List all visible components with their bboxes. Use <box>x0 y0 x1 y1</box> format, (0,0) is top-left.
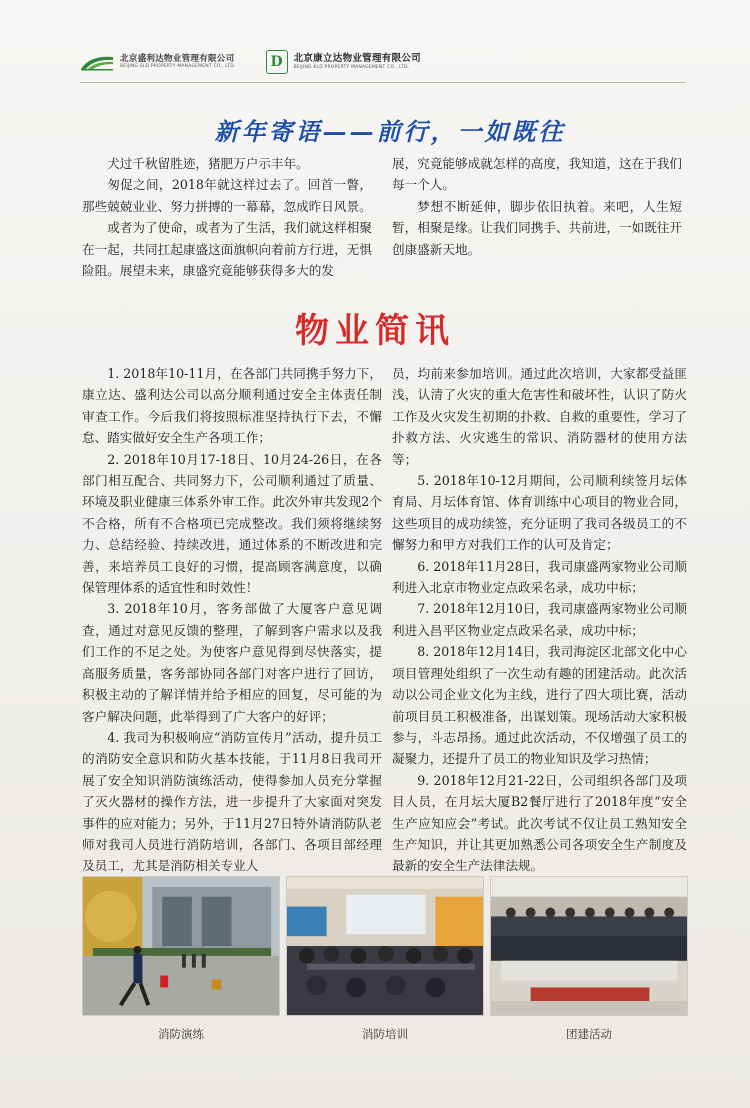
paragraph: 梦想不断延伸，脚步依旧执着。来吧，人生短暂，相聚是缘。让我们同携手、共前进，一如既往开创康盛新天地。 <box>392 198 682 257</box>
kld-company-name-en: BEIJING KLD PROPERTY MANAGEMENT CO., LTD. <box>293 64 410 70</box>
photo-fire-training <box>286 876 484 1016</box>
news-item: 8. 2018年12月14日，我司海淀区北部文化中心项目管理处组织了一次生动有趣的团建活动。此次活动以公司企业文化为主线，进行了四大项比赛，活动前项目员工积极准备，出谋划策。现场活动大家积极参与，斗志昂扬。通过此次活动，不仅增强了员工的凝聚力，还提升了员工的物业知识及学习热情； <box>392 644 687 767</box>
sld-company-name-en: BEIJING SLD PROPERTY MANAGEMENT CO., LTD. <box>120 64 236 69</box>
news-column-left <box>82 363 382 877</box>
paragraph: 匆促之间，2018年就这样过去了。回首一瞥，那些兢兢业业、努力拼搏的一幕幕，忽成昨日风景。 <box>82 177 372 214</box>
new-year-title: 新年寄语——前行，一如既往 <box>214 117 566 146</box>
logo-sld <box>80 53 236 71</box>
news-item: 3. 2018年10月，客务部做了大厦客户意见调查，通过对意见反馈的整理，了解到客户需求以及我们工作的不足之处。为使客户意见得到尽快落实，提高服务质量，客务部协同各部门对客户进行了回访，积极主动的了解详情并给予相应的回复，尽可能的为客户解决问题，此举得到了广大客户的好评； <box>82 601 382 724</box>
sld-company-name: 北京盛利达物业管理有限公司 <box>120 53 235 64</box>
header-divider <box>80 82 685 83</box>
paragraph: 展，究竟能够成就怎样的高度，我知道，这在于我们每一个人。 <box>392 156 682 193</box>
kld-logo-icon: D <box>266 50 288 74</box>
kld-company-name: 北京康立达物业管理有限公司 <box>293 53 421 64</box>
photo-team-building <box>490 876 688 1016</box>
photo-caption: 消防培训 <box>362 1027 408 1041</box>
news-item: 2. 2018年10月17-18日、10月24-26日，在各部门相互配合、共同努力下，公司顺利通过了质量、环境及职业健康三体系外审工作。此次外审共发现2个不合格，所有不合格项已完成整改。我们须将继续努力、总结经验、持续改进，通过体系的不断改进和完善，来培养员工良好的习惯，提高顾客满意度，以确保管理体系的适宜性和时效性！ <box>82 451 382 596</box>
news-item: 9. 2018年12月21-22日，公司组织各部门及项目人员，在月坛大厦B2餐厅进行了2018年度“安全生产应知应会”考试。此次考试不仅让员工熟知安全生产知识，并让其更加熟悉公司各项安全生产制度及最新的安全生产法律法规。 <box>392 772 687 874</box>
news-column-right <box>392 363 687 877</box>
news-item: 7. 2018年12月10日，我司康盛两家物业公司顺利进入昌平区物业定点政采名录，成功中标； <box>392 601 687 638</box>
photo-caption: 消防演练 <box>158 1027 204 1041</box>
news-item: 5. 2018年10-12月期间，公司顺利续签月坛体育局、月坛体育馆、体育训练中心项目的物业合同，这些项目的成功续签，充分证明了我司各级员工的不懈努力和甲方对我们工作的认可及肯定； <box>392 473 687 553</box>
new-year-column-left <box>82 153 372 281</box>
news-item: 4. 我司为积极响应“消防宣传月”活动，提升员工的消防安全意识和防火基本技能，于11月8日我司开展了安全知识消防演练活动，使得参加人员充分掌握了灭火器材的操作方法，进一步提升了大家面对突发事件的应对能力；另外，于11月27日特外请消防队老师对我司人员进行消防培训，各部门、各项目部经理及员工，尤其是消防相关专业人 <box>82 729 382 874</box>
photo-fire-drill <box>82 876 280 1016</box>
new-year-column-right <box>392 153 682 260</box>
sld-logo-icon <box>80 53 114 71</box>
news-section-title: 物业简讯 <box>295 311 455 351</box>
news-item: 员，均前来参加培训。通过此次培训，大家都受益匪浅，认清了火灾的重大危害性和破坏性，认识了防火工作及火灾发生初期的扑救、自救的重要性，学习了扑救方法、火灾逃生的常识、消防器材的使用方法等； <box>392 366 687 467</box>
photo-captions <box>82 1026 688 1042</box>
news-item: 6. 2018年11月28日，我司康盛两家物业公司顺利进入北京市物业定点政采名录，成功中标； <box>392 558 687 596</box>
news-item: 1. 2018年10-11月，在各部门共同携手努力下，康立达、盛利达公司以高分顺利通过安全主体责任制审查工作。今后我们将按照标准坚持执行下去，不懈怠、踏实做好安全生产各项工作； <box>82 366 382 446</box>
logo-kld <box>266 50 421 74</box>
page-header <box>80 44 680 80</box>
photo-caption: 团建活动 <box>566 1027 612 1041</box>
photo-strip <box>82 876 688 1016</box>
paragraph: 或者为了使命，或者为了生活，我们就这样相聚在一起，共同扛起康盛这面旗帜向着前方行进，无惧险阻。展望未来，康盛究竟能够获得多大的发 <box>82 220 372 279</box>
paragraph: 犬过千秋留胜迹，猪肥万户示丰年。 <box>107 156 309 171</box>
